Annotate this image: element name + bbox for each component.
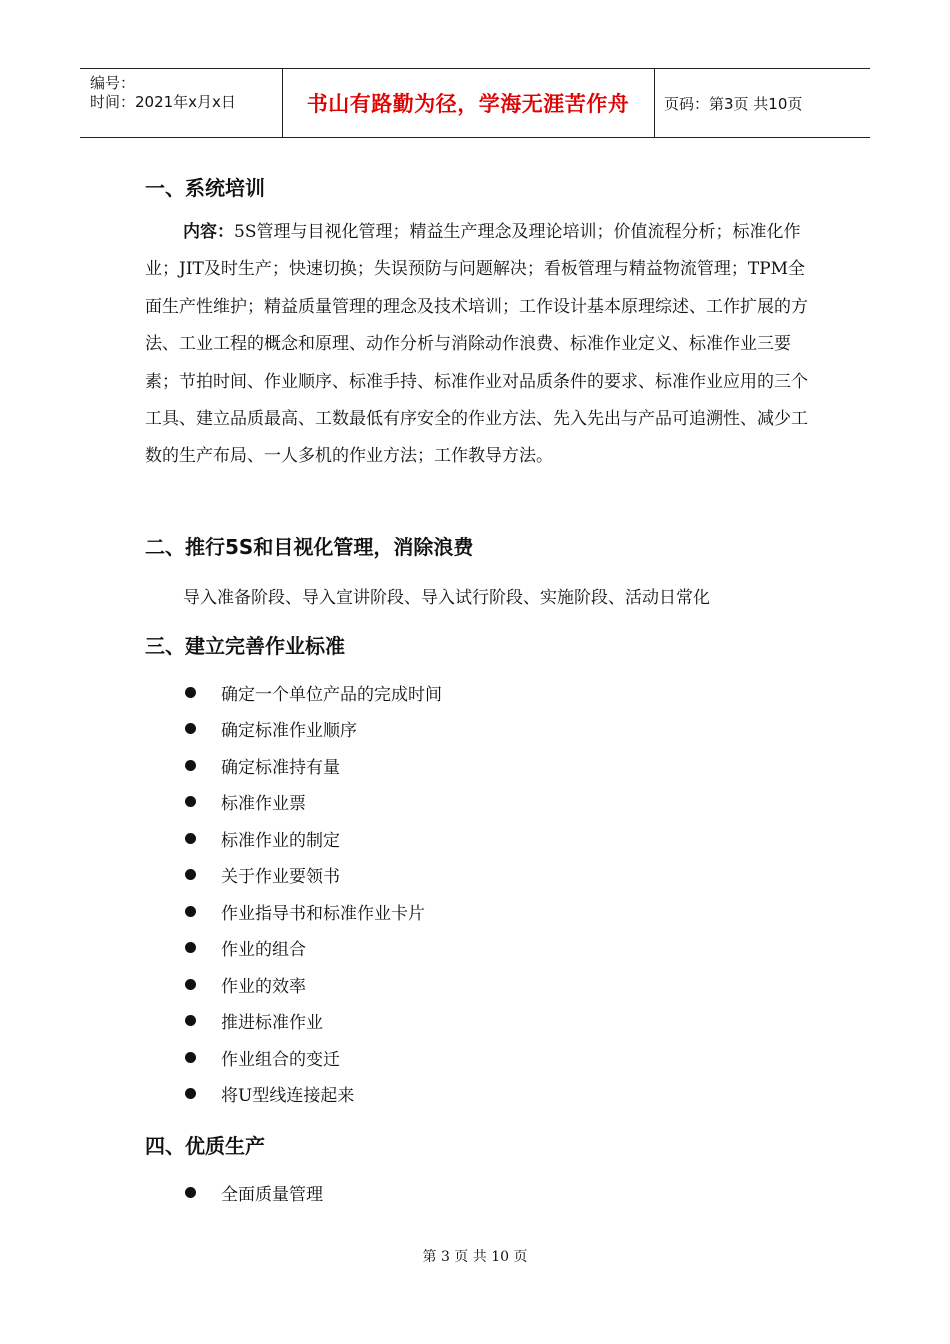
list-item (185, 930, 442, 967)
list-item (185, 711, 442, 748)
page-footer: 第 3 页 共 10 页 (422, 1249, 528, 1265)
list-item-text: 确定标准持有量 (221, 757, 340, 778)
section-2-title: 二、推行5S和目视化管理，消除浪费 (145, 535, 474, 559)
section-1-title: 一、系统培训 (145, 176, 265, 200)
list-item-text: 作业组合的变迁 (221, 1049, 340, 1070)
list-item (185, 1039, 442, 1076)
list-item-text: 全面质量管理 (221, 1184, 323, 1205)
bullet-icon (185, 906, 196, 917)
list-item (185, 1076, 442, 1113)
list-item-text: 确定标准作业顺序 (221, 721, 357, 742)
list-item-text: 作业指导书和标准作业卡片 (221, 903, 425, 924)
list-item (185, 857, 442, 894)
list-item (185, 893, 442, 930)
header-number: 编号： (90, 74, 136, 92)
section-4-list (185, 1174, 323, 1211)
section-4-title: 四、优质生产 (145, 1134, 265, 1158)
bullet-icon (185, 1052, 196, 1063)
bullet-icon (185, 796, 196, 807)
list-item-text: 推进标准作业 (221, 1013, 323, 1034)
bullet-icon (185, 723, 196, 734)
header-time: 时间：2021年x月x日 (90, 93, 236, 111)
bullet-icon (185, 760, 196, 771)
list-item-text: 确定一个单位产品的完成时间 (221, 684, 442, 705)
content-text: 5S管理与目视化管理；精益生产理念及理论培训；价值流程分析；标准化作业；JIT及时生产；快速切换；失误预防与问题解决；看板管理与精益物流管理；TPM全面生产性维护；精益质量管理的理念及技术培训；工作设计基本原理综述、工作扩展的方法、工业工程的概念和原理、动作分析与消除动作浪费、标准作业定义、标准作业三要素；节拍时间、作业顺序、标准手持、标准作业对品质条件的要求、标准作业应用的三个工具、建立品质最高、工数最低有序安全的作业方法、先入先出与产品可追溯性、减少工数的生产布局、一人多机的作业方法；工作教导方法。 (145, 222, 808, 467)
list-item-text: 将U型线连接起来 (221, 1086, 355, 1107)
section-3-title: 三、建立完善作业标准 (145, 634, 345, 658)
bullet-icon (185, 942, 196, 953)
header-motto-cell (282, 69, 655, 137)
bullet-icon (185, 1187, 196, 1198)
bullet-icon (185, 833, 196, 844)
list-item-text: 作业的组合 (221, 940, 306, 961)
section-1-content (145, 214, 815, 476)
header-meta (80, 69, 283, 137)
bullet-icon (185, 1088, 196, 1099)
list-item-text: 关于作业要领书 (221, 867, 340, 888)
content-label: 内容： (183, 222, 234, 242)
bullet-icon (185, 979, 196, 990)
header-motto: 书山有路勤为径，学海无涯苦作舟 (306, 92, 630, 116)
bullet-icon (185, 687, 196, 698)
header-page-cell (654, 69, 870, 137)
list-item (185, 674, 442, 711)
list-item (185, 966, 442, 1003)
section-2-text: 导入准备阶段、导入宣讲阶段、导入试行阶段、实施阶段、活动日常化 (183, 588, 710, 608)
list-item (185, 1003, 442, 1040)
bullet-icon (185, 1015, 196, 1026)
list-item (185, 747, 442, 784)
bullet-icon (185, 869, 196, 880)
list-item-text: 作业的效率 (221, 976, 306, 997)
header-page-info: 页码：第3页 共10页 (664, 94, 803, 113)
page-header (80, 68, 870, 138)
section-3-list (185, 674, 442, 1112)
list-item (185, 784, 442, 821)
list-item-text: 标准作业的制定 (221, 830, 340, 851)
list-item-text: 标准作业票 (221, 794, 306, 815)
list-item (185, 1174, 323, 1211)
list-item (185, 820, 442, 857)
